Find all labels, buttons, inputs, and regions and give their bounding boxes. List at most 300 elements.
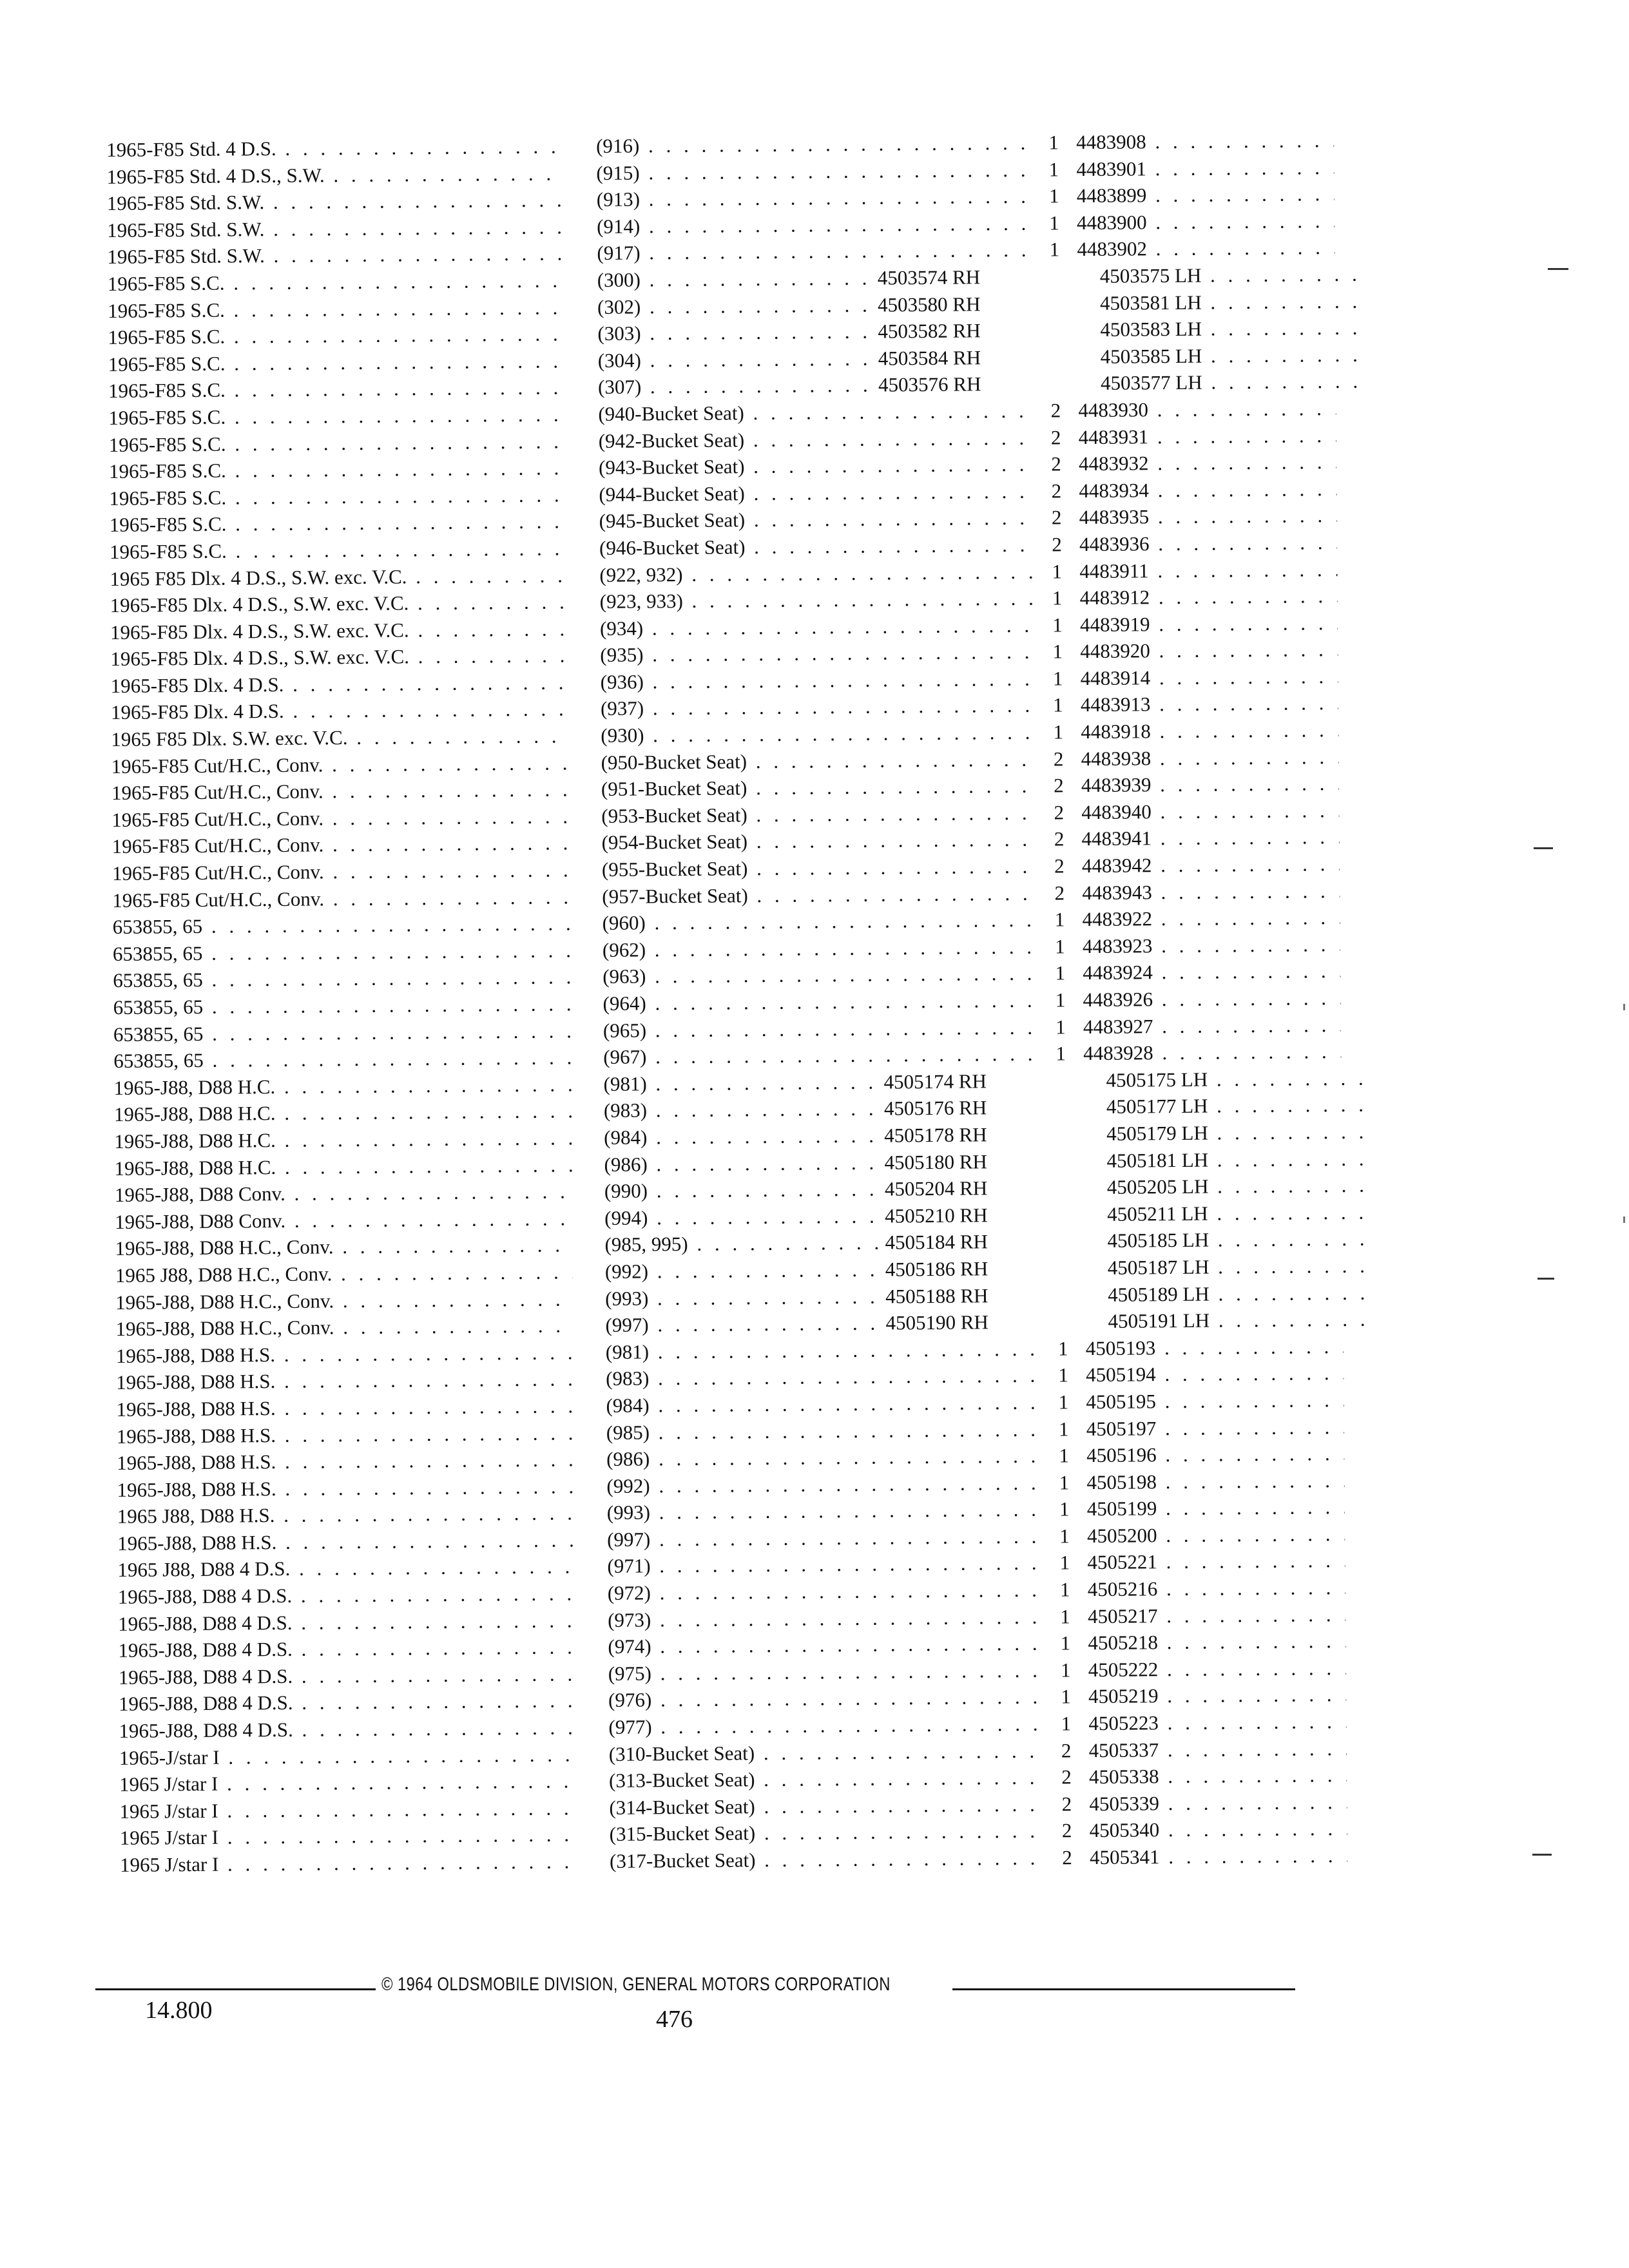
trim-text: (981) [603,1072,647,1095]
part-number-text: 4483934 [1079,479,1149,502]
part-number-cell [1100,261,1358,290]
trim-text: (940-Bucket Seat) [598,401,744,425]
quantity-cell: 2 [1051,479,1062,503]
trim-text: (951-Bucket Seat) [601,776,747,801]
part-number-text: 4483913 [1080,693,1151,716]
model-cell [111,669,568,699]
quantity-cell: 1 [1052,640,1063,663]
footer-rule-left [95,1988,376,1990]
part-number-text: 4483928 [1083,1041,1153,1065]
quantity-cell: 1 [1059,1551,1070,1574]
model-text: 1965-J88, D88 Conv. [114,1182,285,1207]
trim-cell [601,826,1039,856]
model-text: 1965-F85 Cut/H.C., Conv. [111,780,323,805]
model-cell [112,883,570,914]
trim-cell [604,1229,882,1258]
quantity-cell: 1 [1052,559,1063,582]
quantity-cell: 1 [1055,1015,1066,1039]
part-number-cell [1088,1601,1345,1630]
model-cell [115,1232,572,1262]
part-number-text: 4505341 [1089,1845,1160,1869]
model-cell [108,347,566,378]
part-number-cell [1108,1253,1365,1282]
margin-tick [1623,1004,1625,1010]
quantity-cell: 1 [1054,908,1065,931]
trim-text: (936) [600,670,644,693]
quantity-cell: 2 [1062,1846,1072,1869]
part-number-text: 4483912 [1079,586,1150,610]
trim-cell [608,1577,1046,1607]
part-number-text: 4505199 [1086,1497,1157,1521]
model-text: 1965-F85 Dlx. 4 D.S. [110,700,284,724]
margin-mark [1534,847,1553,849]
model-text: 1965 J88, D88 H.S. [117,1504,275,1528]
part-number-text: 4505185 LH [1107,1228,1210,1253]
trim-cell [610,1845,1048,1875]
part-number-text: 4505177 LH [1106,1094,1208,1119]
part-number-text: 4483908 [1075,130,1146,154]
quantity-cell: 1 [1059,1497,1070,1521]
trim-text: (984) [606,1394,650,1417]
trim-cell [598,345,875,374]
margin-mark [1537,1278,1554,1280]
part-number-cell [1079,502,1337,531]
part-number-cell [1076,127,1334,156]
part-number-cell [1106,1091,1364,1120]
quantity-cell: 2 [1061,1765,1072,1789]
trim-text: (317-Bucket Seat) [609,1849,756,1872]
rh-part-cell: 4503580 RH [877,292,981,316]
model-text: 1965-F85 Std. 4 D.S. [106,137,276,161]
part-number-cell [1086,1333,1344,1362]
part-number-text: 4483924 [1083,961,1153,985]
quantity-cell: 1 [1055,988,1066,1012]
trim-text: (307) [597,375,642,399]
model-text: 1965-F85 Cut/H.C., Conv. [111,833,324,858]
trim-cell [606,1416,1045,1446]
trim-cell [603,1041,1041,1071]
trim-text: (981) [605,1340,650,1363]
quantity-cell: 2 [1052,533,1062,556]
model-cell [111,776,569,807]
trim-text: (976) [608,1688,652,1712]
trim-cell [603,1068,880,1097]
part-number-cell [1086,1360,1344,1389]
part-number-cell [1077,234,1335,263]
model-cell [120,1848,577,1878]
part-number-text: 4483931 [1078,425,1149,448]
part-number-cell [1082,850,1340,879]
quantity-cell: 1 [1058,1363,1069,1387]
part-number-text: 4505337 [1088,1738,1159,1762]
model-text: 1965-J/star I [119,1745,220,1769]
trim-text: (954-Bucket Seat) [601,830,748,854]
part-number-text: 4505191 LH [1108,1309,1210,1332]
quantity-cell: 2 [1061,1819,1072,1842]
part-number-text: 4505181 LH [1106,1148,1209,1172]
trim-text: (993) [606,1501,651,1524]
part-number-cell [1083,931,1340,960]
model-cell [116,1339,574,1369]
part-number-cell [1076,154,1334,183]
model-text: 1965-F85 Dlx. 4 D.S., S.W. exc. V.C. [110,645,410,671]
part-number-cell [1078,395,1336,424]
trim-text: (935) [600,643,644,667]
model-text: 1965-J88, D88 H.C. [113,1075,276,1099]
part-number-cell [1083,1012,1341,1041]
part-number-cell [1077,180,1335,209]
trim-text: (965) [602,1019,647,1042]
rh-part-cell: 4505204 RH [884,1177,988,1200]
model-text: 1965-F85 Dlx. 4 D.S., S.W. exc. V.C. [110,619,409,644]
part-number-text: 4483926 [1083,988,1153,1012]
part-number-cell [1086,1413,1344,1442]
model-text: 653855, 65 [113,995,204,1019]
quantity-cell: 1 [1055,961,1066,985]
model-text: 1965 J/star I [119,1852,219,1876]
model-text: 1965-F85 S.C. [108,432,226,456]
trim-cell [600,585,1038,615]
model-cell [119,1714,576,1744]
model-text: 1965-F85 Std. 4 D.S., S.W. [106,163,325,188]
model-cell [114,1151,572,1182]
part-number-text: 4503575 LH [1099,264,1202,287]
quantity-cell: 1 [1061,1712,1072,1735]
trim-cell [600,611,1038,642]
part-number-text: 4505198 [1086,1470,1157,1494]
trim-cell [599,451,1037,481]
part-number-text: 4483918 [1081,720,1151,744]
trim-cell [602,907,1040,937]
model-cell [119,1768,577,1798]
model-text: 1965-F85 Std. S.W. [107,217,265,242]
model-cell [115,1178,572,1209]
part-number-text: 4483939 [1081,773,1152,797]
trim-text: (942-Bucket Seat) [598,428,745,452]
quantity-cell: 1 [1059,1578,1070,1601]
parts-listing [106,127,1344,1878]
model-text: 1965 J/star I [119,1826,219,1850]
quantity-cell: 1 [1060,1631,1071,1655]
rh-part-cell: 4505190 RH [885,1311,988,1334]
quantity-cell: 1 [1048,157,1059,181]
model-text: 1965-J88, D88 H.C., Conv. [115,1235,334,1260]
model-text: 1965-F85 Cut/H.C., Conv. [111,807,324,831]
model-cell [109,455,566,485]
model-text: 1965-J88, D88 4 D.S. [118,1664,293,1689]
model-text: 1965-F85 Cut/H.C., Conv. [111,753,323,778]
model-text: 1965-F85 S.C. [107,271,225,295]
model-text: 1965-J88, D88 4 D.S. [117,1611,293,1635]
trim-cell [598,372,875,401]
trim-text: (986) [606,1447,650,1471]
model-cell [110,508,567,539]
trim-text: (986) [604,1153,648,1176]
part-number-cell [1081,689,1338,718]
model-cell [109,428,566,458]
part-number-cell [1089,1789,1347,1818]
trim-text: (997) [605,1313,649,1337]
part-number-text: 4483938 [1081,746,1152,770]
model-cell [113,964,570,994]
model-text: 1965-F85 S.C. [108,405,226,429]
trim-cell [597,236,1035,267]
quantity-cell: 2 [1061,1792,1072,1816]
trim-cell [606,1362,1044,1392]
trim-cell [604,1122,881,1151]
part-number-text: 4505175 LH [1106,1068,1208,1091]
model-cell [111,803,569,833]
model-text: 1965-F85 S.C. [108,378,226,403]
part-number-text: 4505340 [1089,1818,1160,1842]
part-number-cell [1079,476,1336,505]
model-cell [108,321,565,351]
model-cell [106,160,564,190]
trim-text: (994) [604,1206,648,1229]
part-number-cell [1106,1145,1364,1174]
trim-text: (977) [608,1715,652,1738]
trim-text: (302) [597,295,641,318]
quantity-cell: 2 [1054,827,1065,850]
model-cell [113,1044,571,1075]
model-text: 1965-F85 S.C. [109,539,227,563]
rh-part-cell: 4503576 RH [878,372,981,396]
trim-text: (972) [607,1581,651,1605]
model-cell [118,1580,575,1610]
model-cell [109,481,566,512]
rh-part-cell: 4505180 RH [884,1149,987,1174]
trim-text: (300) [597,268,641,291]
part-number-text: 4505193 [1085,1336,1156,1360]
part-number-cell [1086,1387,1344,1416]
part-number-cell [1107,1225,1365,1254]
trim-text: (975) [608,1662,652,1685]
model-cell [113,990,570,1021]
part-number-cell [1081,744,1338,773]
model-text: 1965 J/star I [119,1799,218,1823]
model-cell [107,187,564,217]
part-number-text: 4483919 [1079,612,1150,636]
part-number-cell [1107,1172,1365,1201]
part-number-text: 4483941 [1081,827,1152,850]
model-cell [119,1660,576,1691]
quantity-cell: 2 [1050,399,1061,422]
model-text: 653855, 65 [112,915,203,939]
quantity-cell: 1 [1052,613,1063,637]
model-text: 1965 J88, D88 H.C., Conv. [115,1262,333,1287]
model-cell [110,615,568,646]
quantity-cell: 1 [1053,720,1064,744]
trim-text: (916) [596,134,640,158]
trim-cell [607,1550,1045,1580]
trim-text: (962) [602,938,646,961]
trim-text: (964) [602,992,646,1015]
quantity-cell: 2 [1051,452,1061,476]
trim-cell [597,209,1035,240]
trim-cell [601,692,1039,722]
trim-cell [606,1335,1044,1365]
part-number-cell [1106,1119,1364,1148]
quantity-cell: 1 [1059,1444,1070,1467]
part-number-cell [1081,823,1339,852]
trim-cell [599,477,1037,508]
trim-cell [608,1603,1046,1633]
part-number-cell [1079,556,1337,585]
rh-part-cell: 4503582 RH [878,319,981,343]
part-number-text: 4503583 LH [1100,317,1202,341]
trim-text: (930) [601,724,644,747]
model-text: 1965-J88, D88 4 D.S. [119,1718,293,1742]
part-number-cell [1090,1842,1347,1871]
trim-cell [603,1014,1041,1044]
part-number-text: 4505217 [1087,1604,1158,1628]
model-cell [111,830,569,860]
part-number-text: 4505179 LH [1106,1121,1208,1145]
part-number-text: 4505200 [1086,1524,1157,1547]
part-number-text: 4483943 [1082,880,1152,904]
quantity-cell: 1 [1055,935,1065,958]
trim-cell [606,1389,1044,1419]
trim-text: (973) [607,1608,651,1631]
rh-part-cell: 4505178 RH [884,1123,987,1147]
model-text: 1965-F85 Dlx. 4 D.S. [110,673,284,697]
model-text: 1965-F85 S.C. [109,486,227,510]
part-number-text: 4505338 [1088,1765,1159,1789]
margin-tick [1623,1216,1625,1223]
trim-text: (315-Bucket Seat) [609,1821,756,1846]
model-cell [108,401,566,431]
trim-text: (310-Bucket Seat) [608,1741,755,1765]
part-number-text: 4505194 [1086,1363,1156,1387]
trim-text: (992) [606,1474,650,1497]
trim-text: (960) [602,911,646,935]
quantity-cell: 1 [1058,1390,1069,1414]
part-number-cell [1079,448,1336,477]
part-number-cell [1101,341,1358,370]
trim-cell [601,745,1039,776]
part-number-text: 4505218 [1088,1631,1159,1655]
part-number-text: 4483940 [1081,800,1152,823]
part-number-text: 4483935 [1079,505,1150,529]
quantity-cell: 1 [1052,586,1063,610]
quantity-cell: 2 [1053,747,1064,771]
part-number-text: 4483923 [1082,934,1153,957]
trim-text: (917) [597,241,641,265]
quantity-cell: 1 [1052,667,1063,690]
part-number-cell [1089,1735,1347,1764]
part-number-cell [1082,904,1340,933]
rh-part-cell: 4505186 RH [885,1257,988,1281]
trim-cell [606,1443,1045,1473]
model-cell [119,1741,577,1771]
part-number-text: 4505187 LH [1107,1255,1210,1279]
trim-cell [602,853,1040,883]
trim-text: (915) [596,161,640,184]
quantity-cell: 2 [1061,1738,1072,1762]
part-number-cell [1080,663,1338,692]
model-text: 1965-J88, D88 H.S. [117,1530,277,1555]
model-text: 1965-J88, D88 H.S. [116,1370,276,1394]
trim-text: (934) [599,617,644,640]
part-number-cell [1090,1815,1347,1844]
trim-cell [608,1684,1046,1714]
trim-cell [609,1737,1047,1767]
trim-cell [597,291,874,320]
rh-part-cell: 4505176 RH [883,1096,987,1120]
model-text: 1965-J88, D88 H.S. [117,1450,276,1475]
trim-cell [599,424,1037,454]
part-number-text: 4505216 [1087,1577,1158,1601]
part-number-text: 4505339 [1089,1792,1160,1815]
model-text: 653855, 65 [112,941,203,965]
trim-cell [604,1149,881,1178]
trim-cell [602,960,1041,990]
model-text: 1965-J88, D88 4 D.S. [118,1691,293,1716]
part-number-text: 4505219 [1088,1684,1159,1708]
trim-cell [607,1523,1045,1553]
trim-text: (983) [606,1367,650,1390]
part-number-cell [1081,716,1338,745]
trim-text: (314-Bucket Seat) [609,1794,755,1819]
trim-text: (993) [605,1286,649,1310]
trim-text: (985, 995) [604,1233,688,1256]
model-cell [116,1366,574,1396]
part-number-cell [1108,1279,1365,1308]
quantity-cell: 1 [1049,238,1060,261]
trim-cell [604,1202,882,1231]
trim-text: (914) [596,215,641,238]
model-cell [117,1419,574,1450]
quantity-cell: 2 [1051,506,1062,529]
model-text: 1965-F85 S.C. [109,512,227,537]
part-number-cell [1081,797,1339,826]
trim-text: (983) [603,1099,648,1122]
trim-text: (992) [604,1260,649,1283]
trim-cell [600,639,1038,669]
part-number-cell [1088,1628,1345,1657]
part-number-text: 4483914 [1080,666,1151,690]
part-number-cell [1108,1306,1365,1335]
quantity-cell: 2 [1054,774,1064,797]
rh-part-cell: 4505188 RH [885,1283,988,1308]
model-cell [119,1687,576,1718]
model-cell [117,1473,574,1503]
model-cell [114,1124,572,1155]
model-text: 653855, 65 [113,1049,204,1073]
model-text: 1965-J88, D88 H.C. [114,1128,276,1153]
trim-text: (997) [606,1528,651,1551]
part-number-cell [1100,287,1358,316]
model-cell [110,588,568,619]
model-text: 1965-F85 Cut/H.C., Conv. [111,860,324,885]
rh-part-cell: 4505210 RH [885,1204,988,1227]
model-cell [116,1392,574,1423]
trim-cell [601,719,1039,749]
model-text: 1965-F85 S.C. [107,298,225,322]
model-cell [117,1526,575,1557]
part-number-text: 4505196 [1086,1443,1157,1467]
trim-text: (955-Bucket Seat) [601,857,748,881]
trim-cell [597,183,1035,213]
part-number-cell [1100,314,1358,343]
trim-cell [602,879,1040,910]
model-cell [115,1312,573,1342]
quantity-cell: 1 [1059,1471,1070,1494]
quantity-cell: 1 [1049,211,1059,235]
part-number-text: 4483902 [1077,237,1148,261]
part-number-cell [1080,582,1338,611]
model-text: 1965-J88, D88 H.S. [117,1477,276,1501]
